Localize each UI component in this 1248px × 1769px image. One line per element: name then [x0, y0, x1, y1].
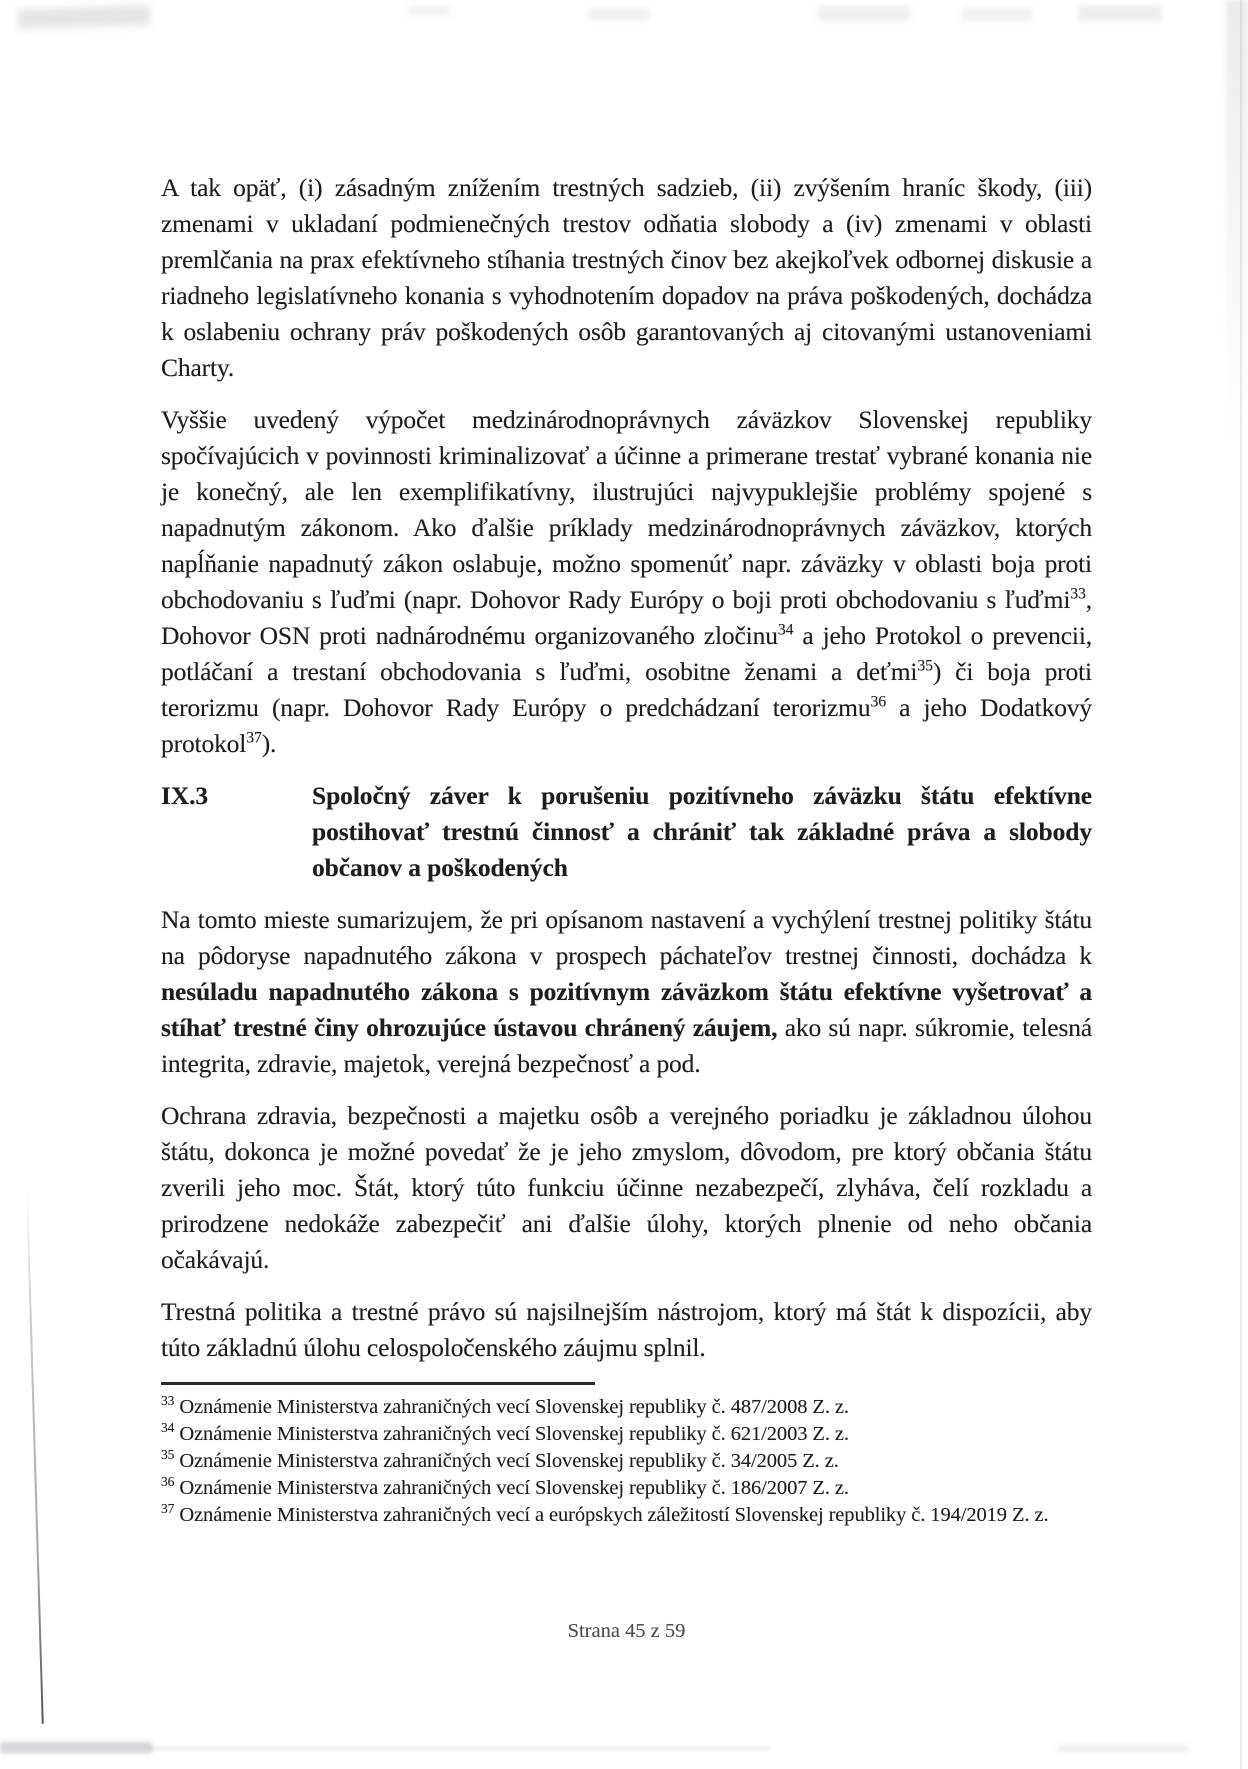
body-text: Vyššie uvedený výpočet medzinárodnoprávnych záväzkov Slovenskej republiky spočívajúcich v povinnosti kriminalizovať a účinne a primerane trestať vybrané konania nie je konečný, ale len exemplifikatívny, ilustrujúci najvypuklejšie problémy spojené s napadnutým zákonom. Ako ďalšie príklady medzinárodnoprávnych záväzkov, ktorých napĺňanie napadnutý zákon oslabuje, možno spomenúť napr. záväzky v oblasti boja proti obchodovaniu s ľuďmi (napr. Dohovor Rady Európy o boji proti obchodovaniu s ľuďmi	[161, 405, 1092, 614]
body-text: Ochrana zdravia, bezpečnosti a majetku osôb a verejného poriadku je základnou úlohou štátu, dokonca je možné povedať že je jeho zmyslom, dôvodom, pre ktorý občania štátu zverili jeho moc. Štát, ktorý túto funkciu účinne nezabezpečí, zlyháva, čelí rozkladu a prirodzene nedokáže zabezpečiť ani ďalšie úlohy, ktorých plnenie od neho občania očakávajú.	[161, 1101, 1092, 1274]
paragraph	[161, 402, 1092, 762]
footnote-separator	[161, 1382, 595, 1385]
body-text: a jeho Protokol o prevencii, potláčaní a trestaní obchodovania s ľuďmi, osobitne ženami a deťmi	[161, 621, 1092, 686]
scan-smudge-bottom-right	[1058, 1745, 1188, 1752]
paragraph	[161, 1098, 1092, 1278]
scan-smudge-top-left	[18, 5, 151, 30]
scan-fold-line-left	[26, 1192, 44, 1724]
footnotes	[161, 1394, 1092, 1529]
body-text: ).	[261, 729, 277, 758]
body-text: ako sú napr. súkromie, telesná integrita, zdravie, majetok, verejná bezpečnosť a pod.	[161, 1013, 1092, 1078]
bold-text: nesúladu napadnutého zákona s pozitívnym záväzkom štátu efektívne vyšetrovať a stíhať trestné činy ohrozujúce ústavou chránený záujem,	[161, 977, 1092, 1042]
page-number: Strana 45 z 59	[567, 1620, 686, 1642]
footnote-ref: 33	[1070, 585, 1086, 603]
body-text: Trestná politika a trestné právo sú najsilnejším nástrojom, ktorý má štát k dispozícii, aby túto základnú úlohu celospoločenského záujmu splnil.	[161, 1297, 1092, 1362]
paragraph	[161, 170, 1092, 386]
footnote-number: 37	[161, 1501, 175, 1517]
paragraph	[161, 902, 1092, 1082]
footnote-ref: 35	[917, 657, 933, 675]
scan-smudge-top	[962, 8, 1032, 21]
footnote: $^{35}$ Oznámenie Ministerstva zahraničných vecí Slovenskej republiky č. 34/2005 Z. z.	[161, 1447, 839, 1472]
footnote: $^{36}$ Oznámenie Ministerstva zahraničných vecí Slovenskej republiky č. 186/2007 Z. z.	[161, 1474, 849, 1499]
scan-smudge-top	[1078, 5, 1162, 21]
footnote-number: 33	[161, 1393, 175, 1409]
scan-smudge-bottom-band	[150, 1746, 770, 1751]
body-text: , Dohovor OSN proti nadnárodnému organizovaného zločinu	[161, 585, 1092, 650]
footnote-ref: 36	[870, 693, 886, 711]
section-heading	[161, 778, 1092, 886]
scan-smudge-top	[408, 6, 450, 16]
footnote-ref: 34	[777, 621, 794, 639]
body-text: a jeho Dodatkový protokol	[161, 693, 1092, 758]
document-body	[161, 170, 1092, 1529]
footnote: $^{34}$ Oznámenie Ministerstva zahraničných vecí Slovenskej republiky č. 621/2003 Z. z.	[161, 1420, 849, 1445]
body-text: Na tomto mieste sumarizujem, že pri opísanom nastavení a vychýlení trestnej politiky štátu na pôdoryse napadnutého zákona v prospech páchateľov trestnej činnosti, dochádza k	[161, 905, 1092, 970]
paragraph	[161, 1294, 1092, 1366]
scan-edge-line-right	[1240, 0, 1242, 1769]
scan-smudge-top	[588, 8, 650, 20]
footnote: $^{33}$ Oznámenie Ministerstva zahraničných vecí Slovenskej republiky č. 487/2008 Z. z.	[161, 1393, 849, 1418]
scan-smudge-top	[818, 6, 910, 21]
scan-smudge-bottom-left	[0, 1742, 152, 1753]
scan-edge-streak-right	[1226, 0, 1248, 440]
footnote-number: 34	[161, 1420, 175, 1436]
footnote-number: 35	[161, 1447, 175, 1463]
section-heading-text: Spoločný záver k porušeniu pozitívneho záväzku štátu efektívne postihovať trestnú činnosť a chrániť tak základné práva a slobody občanov a poškodených	[312, 781, 1092, 882]
body-text: A tak opäť, (i) zásadným znížením trestných sadzieb, (ii) zvýšením hraníc škody, (iii) zmenami v ukladaní podmienečných trestov odňatia slobody a (iv) zmenami v oblasti premlčania na prax efektívneho stíhania trestných činov bez akejkoľvek odbornej diskusie a riadneho legislatívneho konania s vyhodnotením dopadov na práva poškodených, dochádza k oslabeniu ochrany práv poškodených osôb garantovaných aj citovanými ustanoveniami Charty.	[161, 173, 1092, 382]
section-number: IX.3	[161, 781, 209, 810]
footnote-ref: 37	[246, 729, 262, 747]
footnote: $^{37}$ Oznámenie Ministerstva zahraničných vecí a európskych záležitostí Slovenskej republiky č. 194/2019 Z. z.	[161, 1501, 1049, 1526]
footnote-number: 36	[161, 1474, 175, 1490]
body-text: ) či boja proti terorizmu (napr. Dohovor Rady Európy o predchádzaní terorizmu	[161, 657, 1092, 722]
